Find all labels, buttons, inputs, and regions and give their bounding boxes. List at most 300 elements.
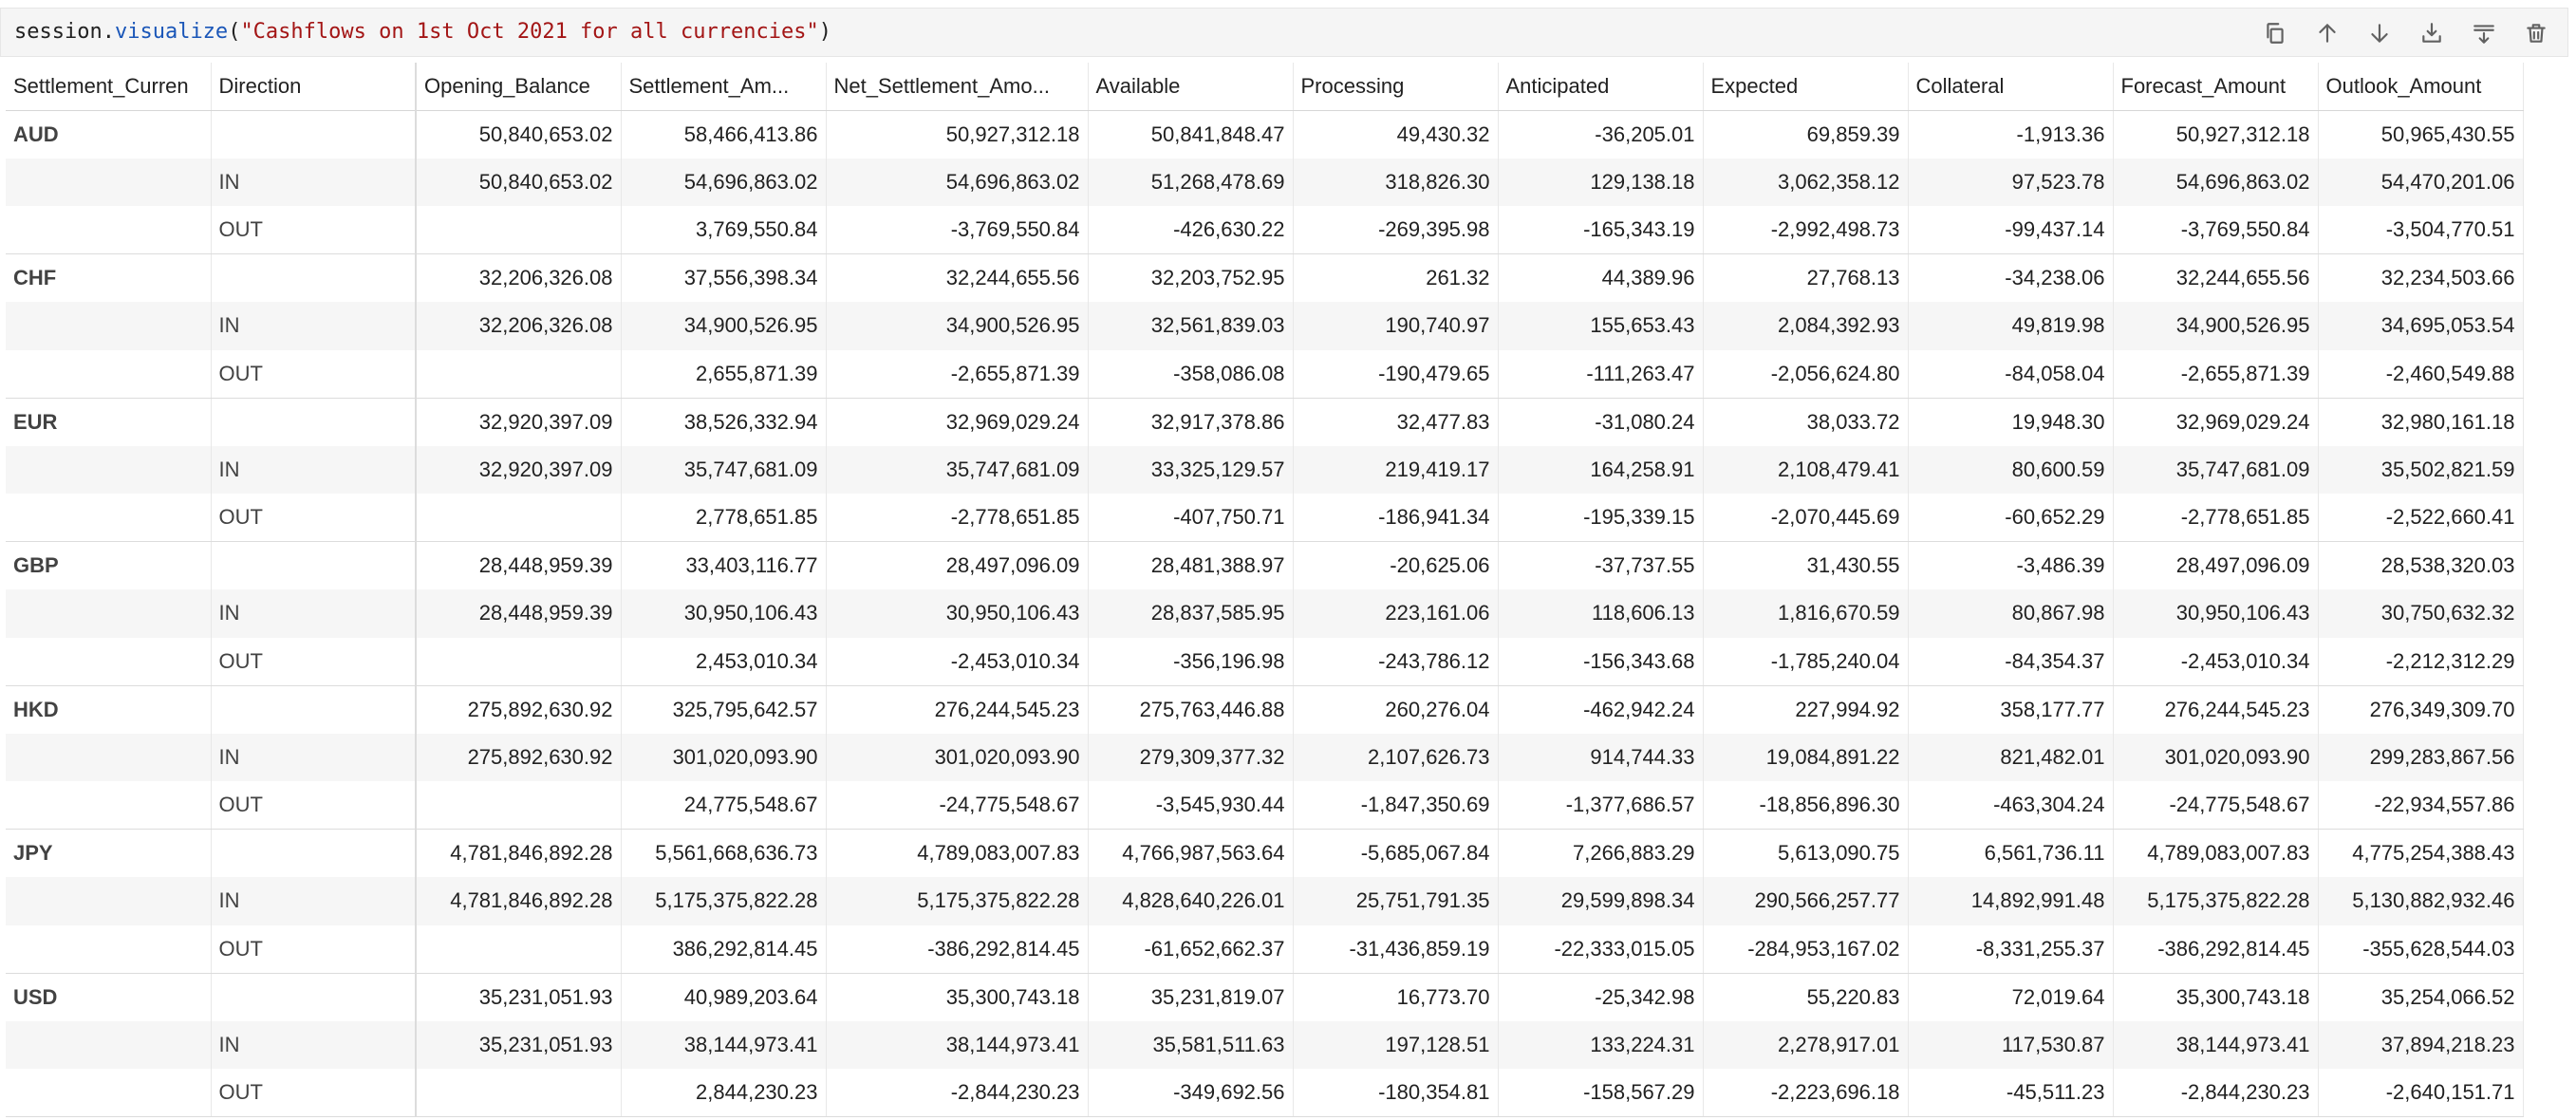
value-cell[interactable]: 190,740.97 [1293, 302, 1498, 350]
value-cell[interactable]: 19,948.30 [1908, 398, 2113, 446]
value-cell[interactable]: 28,481,388.97 [1088, 542, 1293, 590]
value-cell[interactable]: -31,436,859.19 [1293, 925, 1498, 974]
value-cell[interactable]: 155,653.43 [1498, 302, 1703, 350]
value-cell[interactable]: -2,778,651.85 [826, 494, 1088, 542]
value-cell[interactable]: 32,203,752.95 [1088, 254, 1293, 303]
copy-cell-button[interactable] [2249, 18, 2301, 48]
value-cell[interactable]: 50,841,848.47 [1088, 110, 1293, 159]
value-cell[interactable]: 35,231,819.07 [1088, 973, 1293, 1021]
table-row [6, 734, 2523, 782]
value-cell[interactable]: -190,479.65 [1293, 350, 1498, 399]
currency-cell[interactable] [6, 925, 211, 974]
currency-cell[interactable]: JPY [6, 830, 211, 878]
value-cell[interactable]: 33,325,129.57 [1088, 446, 1293, 495]
value-cell[interactable]: -111,263.47 [1498, 350, 1703, 399]
col-header-settlement-amount[interactable]: Settlement_Am... [621, 63, 826, 110]
value-cell[interactable]: 54,470,201.06 [2318, 159, 2523, 207]
value-cell[interactable] [416, 350, 621, 399]
value-cell[interactable]: -61,652,662.37 [1088, 925, 1293, 974]
code-object: session. [14, 20, 115, 44]
value-cell[interactable]: 34,900,526.95 [2113, 302, 2318, 350]
table-row [6, 781, 2523, 830]
value-cell[interactable]: 97,523.78 [1908, 159, 2113, 207]
currency-cell[interactable] [6, 877, 211, 925]
col-header-anticipated[interactable]: Anticipated [1498, 63, 1703, 110]
value-cell[interactable]: 37,556,398.34 [621, 254, 826, 303]
value-cell[interactable]: -386,292,814.45 [826, 925, 1088, 974]
value-cell[interactable]: 28,497,096.09 [2113, 542, 2318, 590]
value-cell[interactable]: 35,300,743.18 [826, 973, 1088, 1021]
value-cell[interactable]: -462,942.24 [1498, 685, 1703, 734]
value-cell[interactable]: 1,816,670.59 [1703, 589, 1908, 638]
value-cell[interactable]: 32,234,503.66 [2318, 254, 2523, 303]
col-header-expected[interactable]: Expected [1703, 63, 1908, 110]
value-cell[interactable]: 301,020,093.90 [621, 734, 826, 782]
value-cell[interactable]: 290,566,257.77 [1703, 877, 1908, 925]
table-row [6, 1069, 2523, 1117]
value-cell[interactable]: 58,466,413.86 [621, 110, 826, 159]
value-cell[interactable]: -3,545,930.44 [1088, 781, 1293, 830]
code-line[interactable] [14, 20, 831, 45]
direction-cell[interactable] [211, 542, 416, 590]
value-cell[interactable]: 30,950,106.43 [826, 589, 1088, 638]
value-cell[interactable]: 37,894,218.23 [2318, 1021, 2523, 1070]
value-cell[interactable]: 28,538,320.03 [2318, 542, 2523, 590]
value-cell[interactable]: 19,084,891.22 [1703, 734, 1908, 782]
table-row [6, 1021, 2523, 1070]
value-cell[interactable]: 38,144,973.41 [2113, 1021, 2318, 1070]
value-cell[interactable] [416, 781, 621, 830]
value-cell[interactable]: 49,430.32 [1293, 110, 1498, 159]
direction-cell[interactable] [211, 830, 416, 878]
direction-cell[interactable]: IN [211, 589, 416, 638]
value-cell[interactable]: -60,652.29 [1908, 494, 2113, 542]
value-cell[interactable]: 29,599,898.34 [1498, 877, 1703, 925]
currency-cell[interactable] [6, 589, 211, 638]
value-cell[interactable]: -22,333,015.05 [1498, 925, 1703, 974]
value-cell[interactable]: 32,920,397.09 [416, 398, 621, 446]
value-cell[interactable]: 5,561,668,636.73 [621, 830, 826, 878]
currency-cell[interactable] [6, 638, 211, 686]
value-cell[interactable]: -3,486.39 [1908, 542, 2113, 590]
value-cell[interactable]: 261.32 [1293, 254, 1498, 303]
col-header-forecast-amount[interactable]: Forecast_Amount [2113, 63, 2318, 110]
value-cell[interactable]: 50,927,312.18 [2113, 110, 2318, 159]
value-cell[interactable]: 28,448,959.39 [416, 589, 621, 638]
value-cell[interactable]: -2,655,871.39 [826, 350, 1088, 399]
currency-cell[interactable] [6, 206, 211, 254]
value-cell[interactable]: -2,460,549.88 [2318, 350, 2523, 399]
value-cell[interactable]: 117,530.87 [1908, 1021, 2113, 1070]
table-row [6, 589, 2523, 638]
value-cell[interactable]: 164,258.91 [1498, 446, 1703, 495]
col-header-collateral[interactable]: Collateral [1908, 63, 2113, 110]
value-cell[interactable]: 35,581,511.63 [1088, 1021, 1293, 1070]
value-cell[interactable]: 219,419.17 [1293, 446, 1498, 495]
value-cell[interactable]: -2,522,660.41 [2318, 494, 2523, 542]
direction-cell[interactable] [211, 398, 416, 446]
value-cell[interactable]: 28,497,096.09 [826, 542, 1088, 590]
value-cell[interactable]: 5,130,882,932.46 [2318, 877, 2523, 925]
value-cell[interactable]: -269,395.98 [1293, 206, 1498, 254]
value-cell[interactable]: 32,969,029.24 [826, 398, 1088, 446]
value-cell[interactable]: 276,244,545.23 [2113, 685, 2318, 734]
currency-cell[interactable] [6, 1069, 211, 1117]
value-cell[interactable]: 133,224.31 [1498, 1021, 1703, 1070]
direction-cell[interactable] [211, 254, 416, 303]
value-cell[interactable]: 72,019.64 [1908, 973, 2113, 1021]
value-cell[interactable]: -355,628,544.03 [2318, 925, 2523, 974]
direction-cell[interactable] [211, 110, 416, 159]
value-cell[interactable]: 16,773.70 [1293, 973, 1498, 1021]
table-body [6, 110, 2523, 1117]
value-cell[interactable]: -284,953,167.02 [1703, 925, 1908, 974]
direction-cell[interactable]: IN [211, 302, 416, 350]
value-cell[interactable]: -37,737.55 [1498, 542, 1703, 590]
value-cell[interactable]: -158,567.29 [1498, 1069, 1703, 1117]
col-header-direction[interactable]: Direction [211, 63, 416, 110]
table-row [6, 446, 2523, 495]
value-cell[interactable]: -1,847,350.69 [1293, 781, 1498, 830]
value-cell[interactable]: -2,655,871.39 [2113, 350, 2318, 399]
delete-cell-button[interactable] [2510, 18, 2562, 48]
value-cell[interactable]: -426,630.22 [1088, 206, 1293, 254]
value-cell[interactable]: 118,606.13 [1498, 589, 1703, 638]
value-cell[interactable]: 54,696,863.02 [2113, 159, 2318, 207]
value-cell[interactable]: 227,994.92 [1703, 685, 1908, 734]
value-cell[interactable]: 24,775,548.67 [621, 781, 826, 830]
value-cell[interactable]: -2,844,230.23 [2113, 1069, 2318, 1117]
value-cell[interactable]: -356,196.98 [1088, 638, 1293, 686]
value-cell[interactable] [416, 638, 621, 686]
copy-icon [2263, 21, 2287, 46]
value-cell[interactable]: -99,437.14 [1908, 206, 2113, 254]
value-cell[interactable]: 49,819.98 [1908, 302, 2113, 350]
value-cell[interactable]: -24,775,548.67 [826, 781, 1088, 830]
pivot-table[interactable] [6, 63, 2525, 1120]
value-cell[interactable]: -349,692.56 [1088, 1069, 1293, 1117]
value-cell[interactable]: 2,107,626.73 [1293, 734, 1498, 782]
value-cell[interactable]: 35,502,821.59 [2318, 446, 2523, 495]
value-cell[interactable] [416, 494, 621, 542]
value-cell[interactable]: 276,349,309.70 [2318, 685, 2523, 734]
value-cell[interactable]: -243,786.12 [1293, 638, 1498, 686]
table-row [6, 110, 2523, 159]
direction-cell[interactable]: OUT [211, 494, 416, 542]
col-header-settlement-currency[interactable]: Settlement_Curren [6, 63, 211, 110]
value-cell[interactable]: 275,892,630.92 [416, 685, 621, 734]
value-cell[interactable]: 34,900,526.95 [621, 302, 826, 350]
value-cell[interactable]: 2,453,010.34 [621, 638, 826, 686]
value-cell[interactable]: -84,058.04 [1908, 350, 2113, 399]
value-cell[interactable]: 197,128.51 [1293, 1021, 1498, 1070]
move-down-button[interactable] [2353, 18, 2405, 48]
col-header-opening-balance[interactable]: Opening_Balance [416, 63, 621, 110]
value-cell[interactable]: 55,220.83 [1703, 973, 1908, 1021]
value-cell[interactable]: 301,020,093.90 [2113, 734, 2318, 782]
value-cell[interactable]: 318,826.30 [1293, 159, 1498, 207]
value-cell[interactable]: 51,268,478.69 [1088, 159, 1293, 207]
value-cell[interactable]: -1,913.36 [1908, 110, 2113, 159]
value-cell[interactable]: 35,747,681.09 [621, 446, 826, 495]
value-cell[interactable]: 4,781,846,892.28 [416, 830, 621, 878]
value-cell[interactable]: 35,231,051.93 [416, 1021, 621, 1070]
value-cell[interactable]: -2,640,151.71 [2318, 1069, 2523, 1117]
value-cell[interactable] [416, 206, 621, 254]
value-cell[interactable]: 30,950,106.43 [2113, 589, 2318, 638]
value-cell[interactable]: -407,750.71 [1088, 494, 1293, 542]
value-cell[interactable]: 38,033.72 [1703, 398, 1908, 446]
code-close-paren: ) [818, 20, 831, 44]
table-row [6, 542, 2523, 590]
value-cell[interactable]: 25,751,791.35 [1293, 877, 1498, 925]
direction-cell[interactable]: IN [211, 446, 416, 495]
value-cell[interactable]: 4,781,846,892.28 [416, 877, 621, 925]
value-cell[interactable]: 386,292,814.45 [621, 925, 826, 974]
value-cell[interactable]: -1,377,686.57 [1498, 781, 1703, 830]
value-cell[interactable]: 40,989,203.64 [621, 973, 826, 1021]
currency-cell[interactable]: EUR [6, 398, 211, 446]
currency-cell[interactable]: AUD [6, 110, 211, 159]
value-cell[interactable]: -195,339.15 [1498, 494, 1703, 542]
value-cell[interactable]: -463,304.24 [1908, 781, 2113, 830]
value-cell[interactable]: 34,900,526.95 [826, 302, 1088, 350]
direction-cell[interactable]: OUT [211, 638, 416, 686]
value-cell[interactable]: 33,403,116.77 [621, 542, 826, 590]
value-cell[interactable]: -2,778,651.85 [2113, 494, 2318, 542]
direction-cell[interactable]: OUT [211, 350, 416, 399]
value-cell[interactable] [416, 925, 621, 974]
value-cell[interactable]: -84,354.37 [1908, 638, 2113, 686]
value-cell[interactable]: 358,177.77 [1908, 685, 2113, 734]
value-cell[interactable]: 4,789,083,007.83 [2113, 830, 2318, 878]
value-cell[interactable]: 4,828,640,226.01 [1088, 877, 1293, 925]
table-row [6, 973, 2523, 1021]
value-cell[interactable]: -156,343.68 [1498, 638, 1703, 686]
trash-icon [2524, 21, 2548, 46]
table-row [6, 494, 2523, 542]
value-cell[interactable]: 35,300,743.18 [2113, 973, 2318, 1021]
code-cell-input[interactable] [0, 8, 2568, 57]
value-cell[interactable]: -36,205.01 [1498, 110, 1703, 159]
col-header-available[interactable]: Available [1088, 63, 1293, 110]
value-cell[interactable]: -5,685,067.84 [1293, 830, 1498, 878]
value-cell[interactable]: 35,747,681.09 [2113, 446, 2318, 495]
value-cell[interactable]: -1,785,240.04 [1703, 638, 1908, 686]
value-cell[interactable]: 2,778,651.85 [621, 494, 826, 542]
value-cell[interactable]: 2,278,917.01 [1703, 1021, 1908, 1070]
direction-cell[interactable]: OUT [211, 781, 416, 830]
value-cell[interactable]: -165,343.19 [1498, 206, 1703, 254]
value-cell[interactable]: 32,917,378.86 [1088, 398, 1293, 446]
value-cell[interactable]: -2,844,230.23 [826, 1069, 1088, 1117]
code-string-arg: "Cashflows on 1st Oct 2021 for all currencies" [240, 20, 819, 44]
value-cell[interactable]: 44,389.96 [1498, 254, 1703, 303]
value-cell[interactable]: 299,283,867.56 [2318, 734, 2523, 782]
value-cell[interactable]: -3,769,550.84 [2113, 206, 2318, 254]
value-cell[interactable]: 32,244,655.56 [826, 254, 1088, 303]
value-cell[interactable]: 32,920,397.09 [416, 446, 621, 495]
value-cell[interactable]: 50,927,312.18 [826, 110, 1088, 159]
value-cell[interactable]: 35,231,051.93 [416, 973, 621, 1021]
value-cell[interactable]: -2,453,010.34 [826, 638, 1088, 686]
value-cell[interactable]: 80,867.98 [1908, 589, 2113, 638]
currency-cell[interactable] [6, 350, 211, 399]
value-cell[interactable]: 35,747,681.09 [826, 446, 1088, 495]
table-row [6, 254, 2523, 303]
value-cell[interactable]: 914,744.33 [1498, 734, 1703, 782]
value-cell[interactable]: 279,309,377.32 [1088, 734, 1293, 782]
currency-cell[interactable] [6, 494, 211, 542]
value-cell[interactable]: 2,108,479.41 [1703, 446, 1908, 495]
value-cell[interactable]: 2,844,230.23 [621, 1069, 826, 1117]
value-cell[interactable]: 28,837,585.95 [1088, 589, 1293, 638]
direction-cell[interactable] [211, 685, 416, 734]
value-cell[interactable]: 32,477.83 [1293, 398, 1498, 446]
value-cell[interactable]: -2,223,696.18 [1703, 1069, 1908, 1117]
value-cell[interactable]: -45,511.23 [1908, 1069, 2113, 1117]
value-cell[interactable]: 5,175,375,822.28 [826, 877, 1088, 925]
value-cell[interactable]: -2,212,312.29 [2318, 638, 2523, 686]
value-cell[interactable]: -34,238.06 [1908, 254, 2113, 303]
value-cell[interactable]: 50,840,653.02 [416, 159, 621, 207]
value-cell[interactable]: 50,965,430.55 [2318, 110, 2523, 159]
direction-cell[interactable]: IN [211, 1021, 416, 1070]
value-cell[interactable]: -20,625.06 [1293, 542, 1498, 590]
direction-cell[interactable]: IN [211, 877, 416, 925]
value-cell[interactable]: 821,482.01 [1908, 734, 2113, 782]
value-cell[interactable]: 129,138.18 [1498, 159, 1703, 207]
value-cell[interactable]: 5,175,375,822.28 [2113, 877, 2318, 925]
value-cell[interactable] [416, 1069, 621, 1117]
value-cell[interactable]: 32,206,326.08 [416, 254, 621, 303]
value-cell[interactable]: 38,144,973.41 [826, 1021, 1088, 1070]
value-cell[interactable]: -2,453,010.34 [2113, 638, 2318, 686]
value-cell[interactable]: -25,342.98 [1498, 973, 1703, 1021]
insert-below-button[interactable] [2405, 18, 2457, 48]
cell-toolbar [2249, 18, 2562, 48]
value-cell[interactable]: 275,763,446.88 [1088, 685, 1293, 734]
currency-cell[interactable] [6, 734, 211, 782]
value-cell[interactable]: -24,775,548.67 [2113, 781, 2318, 830]
value-cell[interactable]: 50,840,653.02 [416, 110, 621, 159]
value-cell[interactable]: -358,086.08 [1088, 350, 1293, 399]
value-cell[interactable]: 69,859.39 [1703, 110, 1908, 159]
value-cell[interactable]: 34,695,053.54 [2318, 302, 2523, 350]
value-cell[interactable]: 38,144,973.41 [621, 1021, 826, 1070]
direction-cell[interactable]: OUT [211, 206, 416, 254]
currency-cell[interactable]: USD [6, 973, 211, 1021]
value-cell[interactable]: 7,266,883.29 [1498, 830, 1703, 878]
code-method: visualize [114, 20, 229, 44]
value-cell[interactable]: 5,175,375,822.28 [621, 877, 826, 925]
table-row [6, 638, 2523, 686]
value-cell[interactable]: 223,161.06 [1293, 589, 1498, 638]
direction-cell[interactable] [211, 973, 416, 1021]
value-cell[interactable]: -18,856,896.30 [1703, 781, 1908, 830]
value-cell[interactable]: -186,941.34 [1293, 494, 1498, 542]
value-cell[interactable]: 30,950,106.43 [621, 589, 826, 638]
value-cell[interactable]: 31,430.55 [1703, 542, 1908, 590]
value-cell[interactable]: -2,056,624.80 [1703, 350, 1908, 399]
value-cell[interactable]: -386,292,814.45 [2113, 925, 2318, 974]
value-cell[interactable]: 260,276.04 [1293, 685, 1498, 734]
value-cell[interactable]: -31,080.24 [1498, 398, 1703, 446]
table-row [6, 830, 2523, 878]
value-cell[interactable]: 325,795,642.57 [621, 685, 826, 734]
col-header-net-settlement-amount[interactable]: Net_Settlement_Amo... [826, 63, 1088, 110]
value-cell[interactable]: -22,934,557.86 [2318, 781, 2523, 830]
table-row [6, 350, 2523, 399]
value-cell[interactable]: 6,561,736.11 [1908, 830, 2113, 878]
currency-cell[interactable] [6, 781, 211, 830]
value-cell[interactable]: 32,206,326.08 [416, 302, 621, 350]
value-cell[interactable]: 4,789,083,007.83 [826, 830, 1088, 878]
value-cell[interactable]: -2,992,498.73 [1703, 206, 1908, 254]
direction-cell[interactable]: IN [211, 159, 416, 207]
value-cell[interactable]: 27,768.13 [1703, 254, 1908, 303]
value-cell[interactable]: -2,070,445.69 [1703, 494, 1908, 542]
value-cell[interactable]: 28,448,959.39 [416, 542, 621, 590]
value-cell[interactable]: 80,600.59 [1908, 446, 2113, 495]
value-cell[interactable]: 5,613,090.75 [1703, 830, 1908, 878]
value-cell[interactable]: -3,769,550.84 [826, 206, 1088, 254]
currency-cell[interactable] [6, 159, 211, 207]
direction-cell[interactable]: IN [211, 734, 416, 782]
move-up-button[interactable] [2301, 18, 2353, 48]
value-cell[interactable]: 301,020,093.90 [826, 734, 1088, 782]
value-cell[interactable]: 32,244,655.56 [2113, 254, 2318, 303]
direction-cell[interactable]: OUT [211, 925, 416, 974]
merge-cell-button[interactable] [2457, 18, 2510, 48]
value-cell[interactable]: -8,331,255.37 [1908, 925, 2113, 974]
table-row [6, 302, 2523, 350]
value-cell[interactable]: 32,561,839.03 [1088, 302, 1293, 350]
value-cell[interactable]: 32,969,029.24 [2113, 398, 2318, 446]
value-cell[interactable]: 32,980,161.18 [2318, 398, 2523, 446]
col-header-outlook-amount[interactable]: Outlook_Amount [2318, 63, 2523, 110]
header-row [6, 63, 2523, 110]
currency-cell[interactable] [6, 446, 211, 495]
value-cell[interactable]: 275,892,630.92 [416, 734, 621, 782]
value-cell[interactable]: 4,775,254,388.43 [2318, 830, 2523, 878]
value-cell[interactable]: 54,696,863.02 [621, 159, 826, 207]
value-cell[interactable]: 35,254,066.52 [2318, 973, 2523, 1021]
direction-cell[interactable]: OUT [211, 1069, 416, 1117]
col-header-processing[interactable]: Processing [1293, 63, 1498, 110]
value-cell[interactable]: 2,655,871.39 [621, 350, 826, 399]
value-cell[interactable]: -3,504,770.51 [2318, 206, 2523, 254]
value-cell[interactable]: -180,354.81 [1293, 1069, 1498, 1117]
value-cell[interactable]: 4,766,987,563.64 [1088, 830, 1293, 878]
table-row [6, 877, 2523, 925]
value-cell[interactable]: 14,892,991.48 [1908, 877, 2113, 925]
value-cell[interactable]: 3,062,358.12 [1703, 159, 1908, 207]
value-cell[interactable]: 276,244,545.23 [826, 685, 1088, 734]
currency-cell[interactable] [6, 1021, 211, 1070]
value-cell[interactable]: 2,084,392.93 [1703, 302, 1908, 350]
currency-cell[interactable]: CHF [6, 254, 211, 303]
cashflow-table [6, 63, 2524, 1117]
currency-cell[interactable]: HKD [6, 685, 211, 734]
value-cell[interactable]: 38,526,332.94 [621, 398, 826, 446]
value-cell[interactable]: 3,769,550.84 [621, 206, 826, 254]
table-row [6, 206, 2523, 254]
value-cell[interactable]: 30,750,632.32 [2318, 589, 2523, 638]
value-cell[interactable]: 54,696,863.02 [826, 159, 1088, 207]
currency-cell[interactable] [6, 302, 211, 350]
currency-cell[interactable]: GBP [6, 542, 211, 590]
